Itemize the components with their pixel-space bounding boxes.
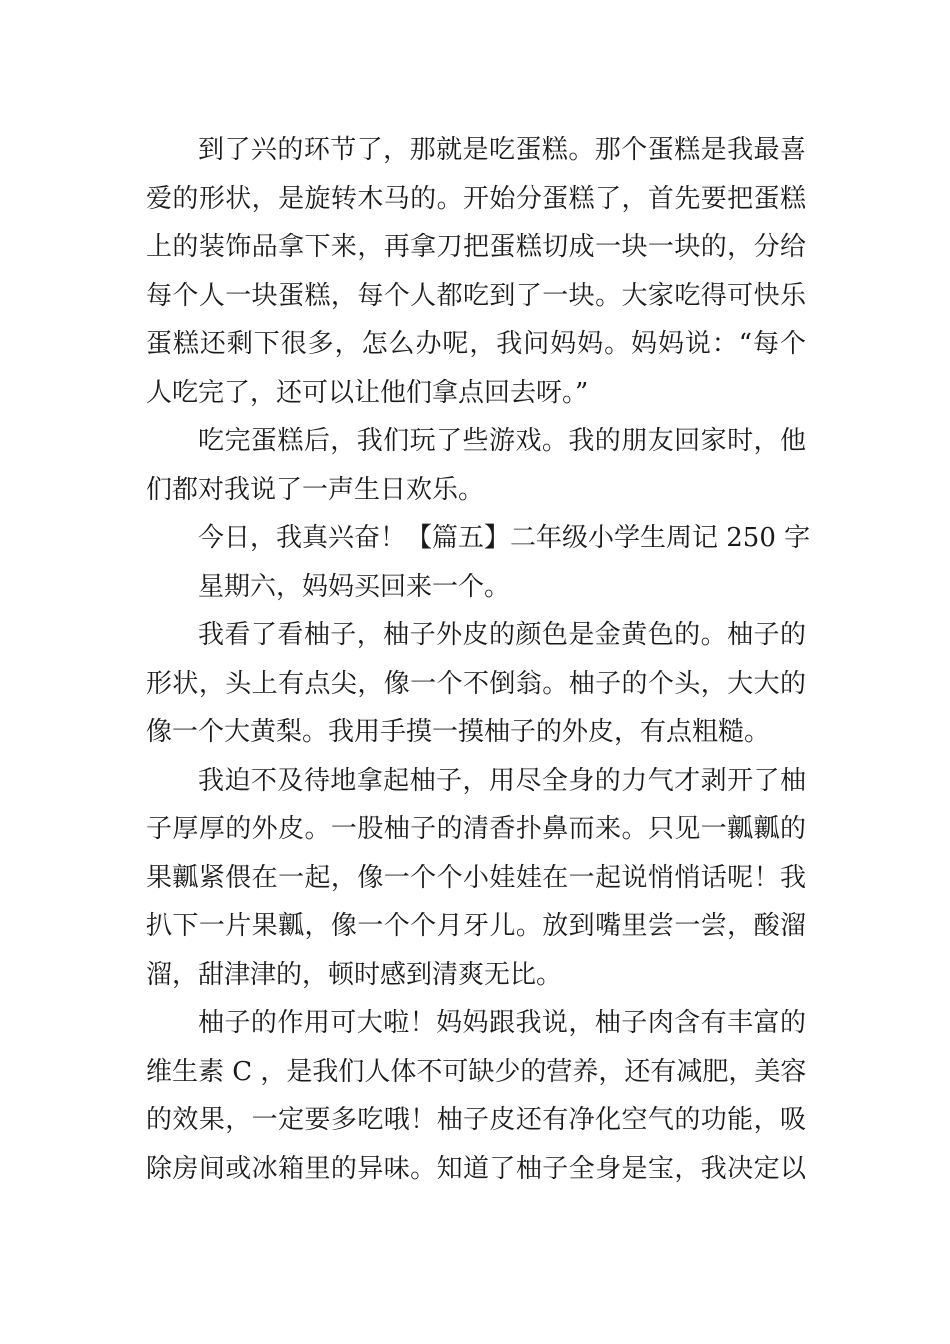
text-line: 扒下一片果瓤，像一个个月牙儿。放到嘴里尝一尝，酸溜 [146,911,806,941]
text-line: 除房间或冰箱里的异味。知道了柚子全身是宝，我决定以 [146,1153,806,1184]
text-line: 我迫不及待地拿起柚子，用尽全身的力气才剥开了柚 [198,765,806,796]
text-line: 我看了看柚子，柚子外皮的颜色是金黄色的。柚子的 [198,620,806,650]
paragraph-games [146,417,806,514]
text-line: 维生素 C ，是我们人体不可缺少的营养，还有减肥，美容 [146,1056,807,1087]
document-body [146,126,811,1193]
text-line: 的效果，一定要多吃哦！柚子皮还有净化空气的功能，吸 [146,1105,806,1135]
text-line: 果瓤紧偎在一起，像一个个小娃娃在一起说悄悄话呢！我 [146,862,806,893]
text-line: 形状，头上有点尖，像一个不倒翁。柚子的个头，大大的 [146,668,806,699]
section-heading: 今日，我真兴奋！【篇五】二年级小学生周记 250 字 [198,523,811,553]
paragraph-benefits [146,999,806,1193]
text-line: 子厚厚的外皮。一股柚子的清香扑鼻而来。只见一瓤瓤的 [146,814,806,844]
text-line: 蛋糕还剩下很多，怎么办呢，我问妈妈。妈妈说：“每个 [146,329,806,359]
text-line: 们都对我说了一声生日欢乐。 [146,474,485,505]
text-line: 每个人一块蛋糕，每个人都吃到了一块。大家吃得可快乐 [146,280,806,311]
text-line: 星期六，妈妈买回来一个。 [198,571,511,602]
paragraph-cake [146,126,806,417]
text-line: 像一个大黄梨。我用手摸一摸柚子的外皮，有点粗糙。 [146,717,771,747]
paragraph-heading [146,514,811,563]
text-line: 到了兴的环节了，那就是吃蛋糕。那个蛋糕是我最喜 [198,135,806,165]
paragraph-peeling [146,757,806,1000]
text-line: 柚子的作用可大啦！妈妈跟我说，柚子肉含有丰富的 [198,1008,806,1038]
paragraph-appearance [146,611,806,757]
text-line: 爱的形状，是旋转木马的。开始分蛋糕了，首先要把蛋糕 [146,183,806,214]
paragraph-intro [146,563,806,612]
text-line: 上的装饰品拿下来，再拿刀把蛋糕切成一块一块的，分给 [146,232,806,262]
text-line: 吃完蛋糕后，我们玩了些游戏。我的朋友回家时，他 [198,426,806,456]
text-line: 人吃完了，还可以让他们拿点回去呀。” [146,377,589,408]
text-line: 溜，甜津津的，顿时感到清爽无比。 [146,959,563,990]
